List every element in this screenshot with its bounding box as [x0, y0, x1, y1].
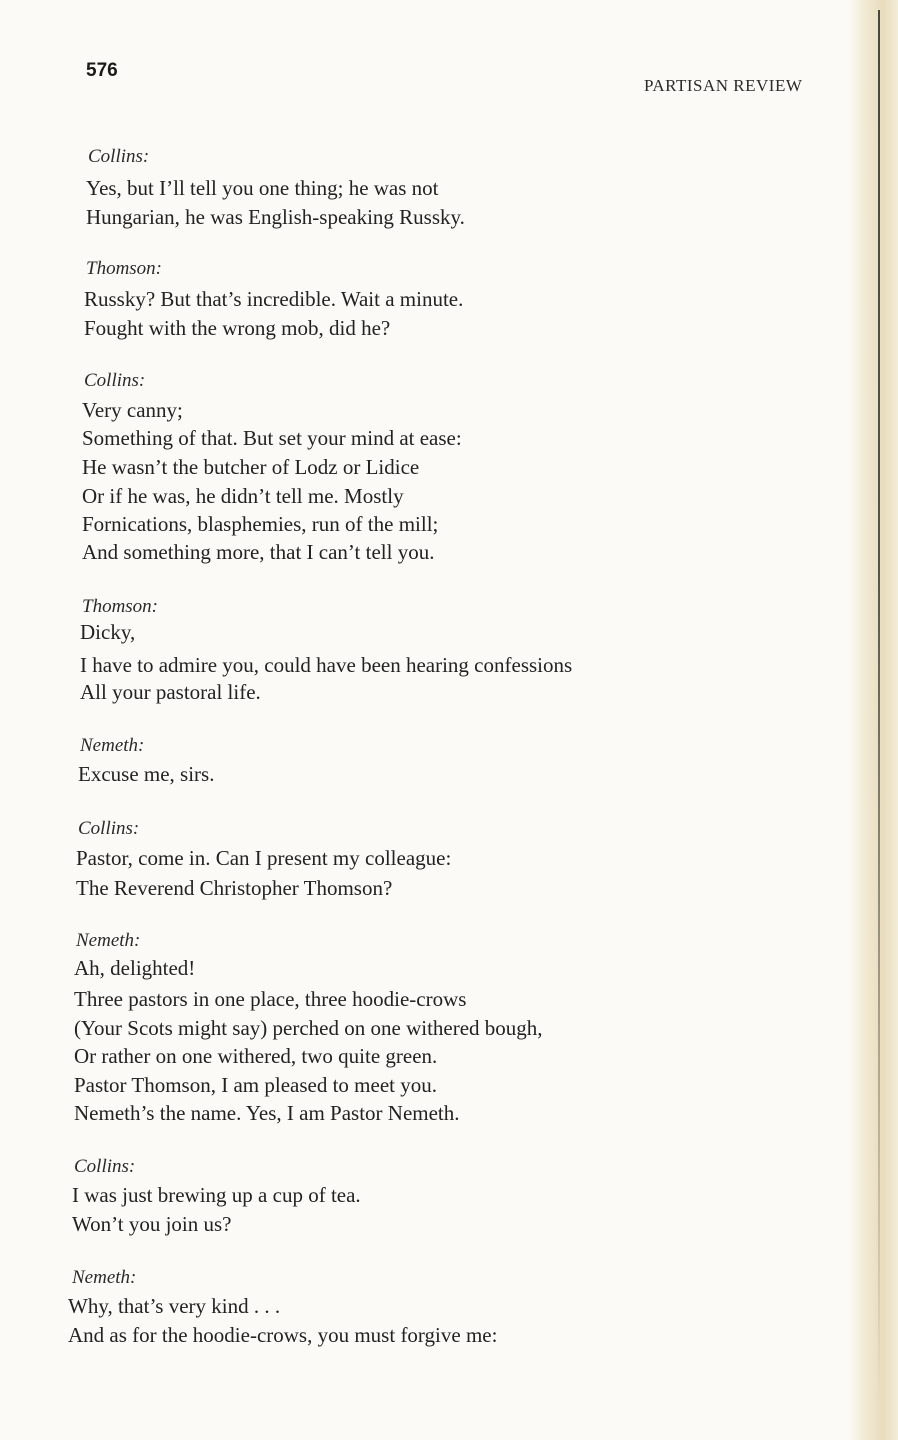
speaker-name: Collins: [88, 146, 150, 167]
page-gutter-shadow [878, 10, 880, 1400]
dialogue-line: All your pastoral life. [80, 680, 261, 704]
dialogue-line: And something more, that I can’t tell you. [82, 540, 435, 564]
dialogue-line: Something of that. But set your mind at ease: [82, 426, 462, 450]
dialogue-line: I was just brewing up a cup of tea. [72, 1183, 361, 1207]
page-number: 576 [86, 60, 118, 81]
dialogue-line: Ah, delighted! [74, 956, 196, 980]
dialogue-line: (Your Scots might say) perched on one withered bough, [74, 1016, 543, 1040]
dialogue-line: Pastor, come in. Can I present my colleague: [76, 846, 452, 870]
running-head: PARTISAN REVIEW [644, 76, 803, 95]
speaker-name: Nemeth: [80, 735, 145, 756]
speaker-name: Thomson: [86, 258, 163, 279]
dialogue-line: Yes, but I’ll tell you one thing; he was not [86, 176, 439, 200]
speaker-name: Collins: [74, 1156, 136, 1177]
dialogue-line: Dicky, [80, 620, 136, 644]
dialogue-line: Pastor Thomson, I am pleased to meet you. [74, 1073, 437, 1097]
dialogue-line: Very canny; [82, 398, 183, 422]
dialogue-line: Hungarian, he was English-speaking Russky. [86, 205, 465, 229]
dialogue-line: Nemeth’s the name. Yes, I am Pastor Nemeth. [74, 1101, 460, 1125]
speaker-name: Nemeth: [76, 930, 141, 951]
dialogue-line: I have to admire you, could have been hearing confessions [80, 653, 573, 677]
dialogue-line: Won’t you join us? [72, 1212, 232, 1236]
dialogue-line: The Reverend Christopher Thomson? [76, 876, 393, 900]
dialogue-line: Why, that’s very kind . . . [68, 1294, 281, 1318]
dialogue-line: Or if he was, he didn’t tell me. Mostly [82, 484, 404, 508]
page-edge [848, 0, 898, 1440]
dialogue-line: He wasn’t the butcher of Lodz or Lidice [82, 455, 420, 479]
dialogue-line: Fornications, blasphemies, run of the mill; [82, 512, 439, 536]
dialogue-line: Russky? But that’s incredible. Wait a minute. [84, 287, 464, 311]
dialogue-line: Fought with the wrong mob, did he? [84, 316, 391, 340]
dialogue-line: Excuse me, sirs. [78, 762, 215, 786]
speaker-name: Thomson: [82, 596, 159, 617]
speaker-name: Nemeth: [72, 1267, 137, 1288]
speaker-name: Collins: [84, 370, 146, 391]
speaker-name: Collins: [78, 818, 140, 839]
dialogue-line: And as for the hoodie-crows, you must forgive me: [68, 1323, 498, 1347]
dialogue-line: Three pastors in one place, three hoodie-crows [74, 987, 467, 1011]
dialogue-line: Or rather on one withered, two quite green. [74, 1044, 438, 1068]
